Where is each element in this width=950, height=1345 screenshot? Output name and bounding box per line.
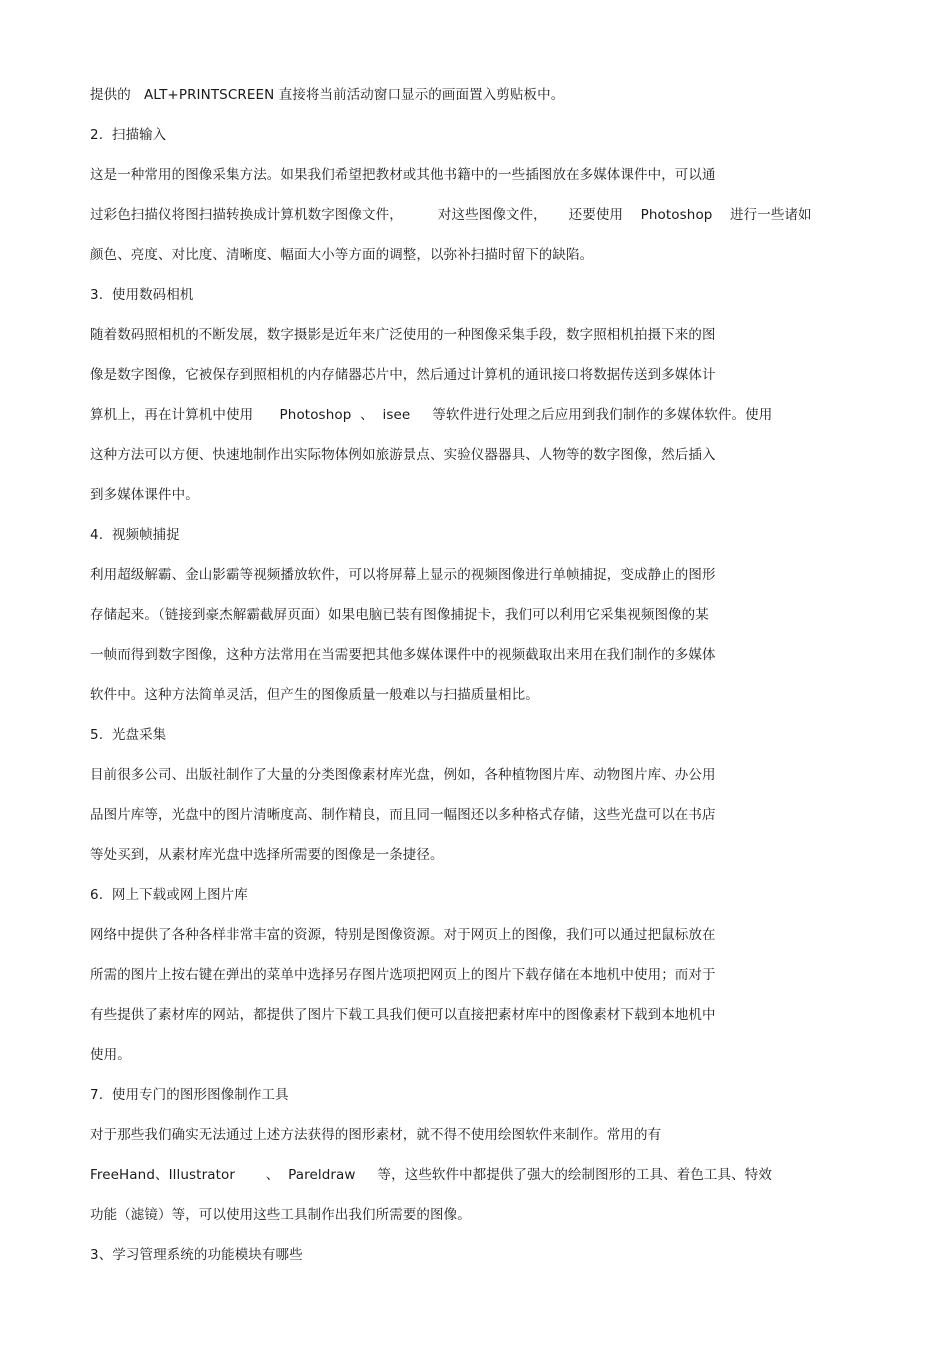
text-line: 随着数码照相机的不断发展，数字摄影是近年来广泛使用的一种图像采集手段，数字照相机拍摄下来的图 (90, 327, 716, 343)
text-line: 像是数字图像，它被保存到照相机的内存储器芯片中，然后通过计算机的通讯接口将数据传送到多媒体计 (90, 367, 716, 383)
text-line: 所需的图片上按右键在弹出的菜单中选择另存图片选项把网页上的图片下载存储在本地机中使用；而对于 (90, 967, 716, 983)
text-line: 网络中提供了各种各样非常丰富的资源，特别是图像资源。对于网页上的图像，我们可以通过把鼠标放在 (90, 927, 716, 943)
section-heading: 7. 使用专门的图形图像制作工具 (90, 1087, 289, 1103)
text-line: 有些提供了素材库的网站，都提供了图片下载工具我们便可以直接把素材库中的图像素材下载到本地机中 (90, 1007, 716, 1023)
text-line: 目前很多公司、出版社制作了大量的分类图像素材库光盘，例如，各种植物图片库、动物图片库、办公用 (90, 767, 716, 783)
text-line: 品图片库等，光盘中的图片清晰度高、制作精良，而且同一幅图还以多种格式存储，这些光盘可以在书店 (90, 807, 716, 823)
text-line: 这是一种常用的图像采集方法。如果我们希望把教材或其他书籍中的一些插图放在多媒体课件中，可以通 (90, 167, 716, 183)
text-line: 颜色、亮度、对比度、清晰度、幅面大小等方面的调整，以弥补扫描时留下的缺陷。 (90, 247, 594, 263)
section-heading: 3. 使用数码相机 (90, 287, 194, 303)
section-heading: 6. 网上下载或网上图片库 (90, 887, 248, 903)
text-line: 这种方法可以方便、快速地制作出实际物体例如旅游景点、实验仪器器具、人物等的数字图像，然后插入 (90, 447, 716, 463)
section-heading: 5. 光盘采集 (90, 727, 167, 743)
text-line: 存储起来。（链接到豪杰解霸截屏页面）如果电脑已装有图像捕捉卡，我们可以利用它采集视频图像的某 (90, 607, 709, 623)
text-line: 算机上，再在计算机中使用 Photoshop 、 isee 等软件进行处理之后应用到我们制作的多媒体软件。使用 (90, 407, 773, 423)
text-line: 到多媒体课件中。 (90, 487, 199, 503)
text-line: 使用。 (90, 1047, 131, 1063)
text-line: 对于那些我们确实无法通过上述方法获得的图形素材，就不得不使用绘图软件来制作。常用的有 (90, 1127, 662, 1143)
text-line: 过彩色扫描仪将图扫描转换成计算机数字图像文件， 对这些图像文件， 还要使用 Photoshop 进行一些诸如 (90, 207, 812, 223)
text-line: FreeHand、Illustrator 、 Pareldraw 等，这些软件中都提供了强大的绘制图形的工具、着色工具、特效 (90, 1167, 772, 1183)
question-heading: 3、学习管理系统的功能模块有哪些 (90, 1247, 303, 1263)
text-line: 利用超级解霸、金山影霸等视频播放软件，可以将屏幕上显示的视频图像进行单帧捕捉，变成静止的图形 (90, 567, 716, 583)
text-line: 软件中。这种方法简单灵活，但产生的图像质量一般难以与扫描质量相比。 (90, 687, 539, 703)
text-line: 等处买到，从素材库光盘中选择所需要的图像是一条捷径。 (90, 847, 444, 863)
text-line: 提供的 ALT+PRINTSCREEN 直接将当前活动窗口显示的画面置入剪贴板中。 (90, 87, 565, 103)
text-line: 功能（滤镜）等，可以使用这些工具制作出我们所需要的图像。 (90, 1207, 471, 1223)
section-heading: 2. 扫描输入 (90, 127, 167, 143)
section-heading: 4. 视频帧捕捉 (90, 527, 180, 543)
text-line: 一帧而得到数字图像，这种方法常用在当需要把其他多媒体课件中的视频截取出来用在我们制作的多媒体 (90, 647, 716, 663)
